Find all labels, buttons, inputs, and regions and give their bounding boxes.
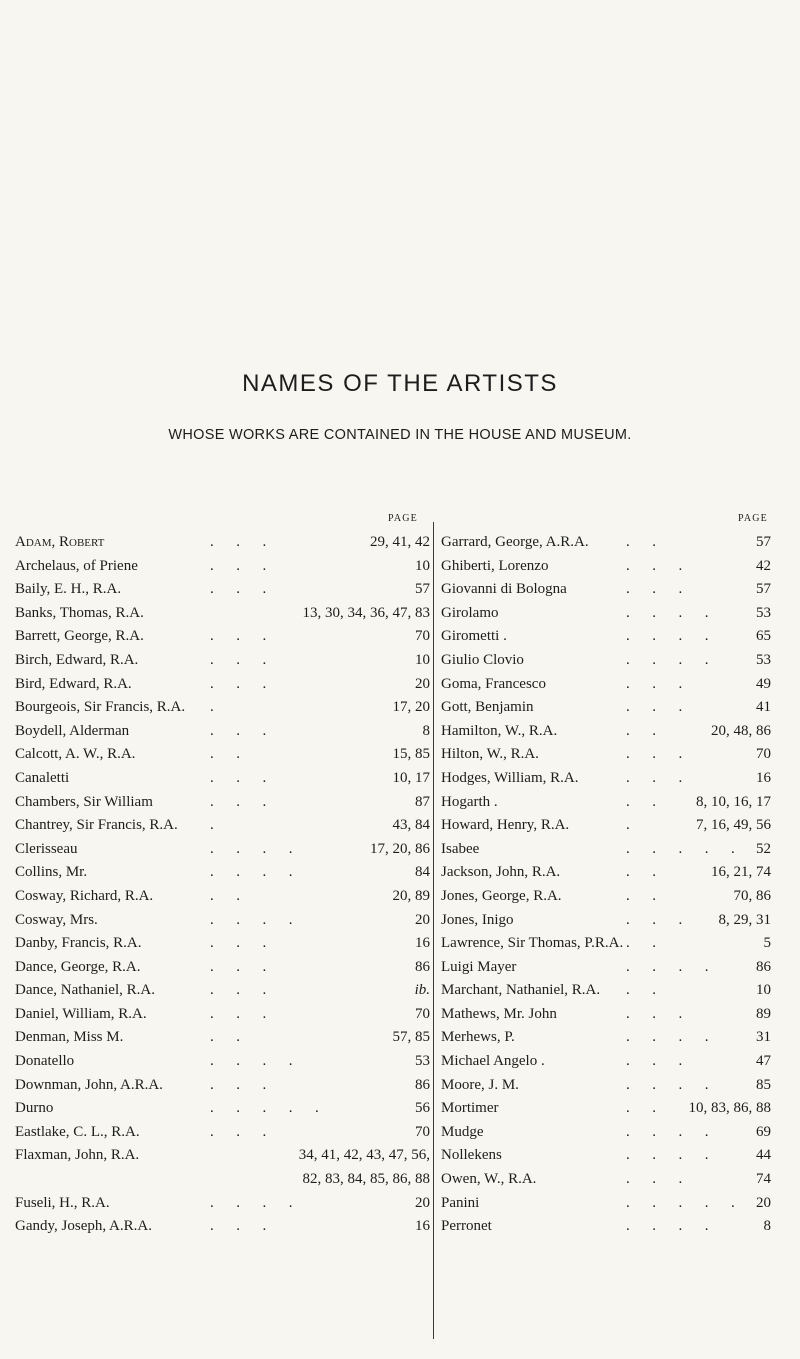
leader-dots: . . . . bbox=[210, 1194, 293, 1211]
index-entry bbox=[15, 555, 430, 579]
leader-dots: . . . . bbox=[210, 864, 293, 881]
page-numbers: 86 bbox=[415, 958, 430, 975]
leader-dots: . . . . bbox=[626, 628, 709, 645]
page-numbers: ib. bbox=[414, 982, 430, 999]
artist-name: Donatello bbox=[15, 1053, 75, 1070]
page-numbers: 74 bbox=[756, 1171, 771, 1188]
index-entry bbox=[441, 791, 771, 815]
page-numbers: 10 bbox=[415, 557, 430, 574]
leader-dots: . . . bbox=[626, 1005, 683, 1022]
artist-name: Cosway, Mrs. bbox=[15, 911, 98, 928]
page-numbers: 89 bbox=[756, 1005, 771, 1022]
index-entry bbox=[441, 979, 771, 1003]
leader-dots: . . . bbox=[210, 935, 267, 952]
index-entry bbox=[15, 1003, 430, 1027]
artist-name: Archelaus, of Priene bbox=[15, 557, 138, 574]
page-numbers: 69 bbox=[756, 1123, 771, 1140]
page-numbers: 29, 41, 42 bbox=[370, 534, 430, 550]
page-numbers: 10 bbox=[756, 982, 771, 999]
page-numbers: 8, 10, 16, 17 bbox=[696, 793, 771, 810]
artist-name: Isabee bbox=[441, 840, 480, 857]
leader-dots: . . . . bbox=[626, 1218, 709, 1235]
index-entry bbox=[441, 531, 771, 555]
page-subtitle: WHOSE WORKS ARE CONTAINED IN THE HOUSE AND MUSEUM. bbox=[168, 427, 632, 443]
index-entry bbox=[441, 767, 771, 791]
page-numbers: 82, 83, 84, 85, 86, 88 bbox=[302, 1171, 430, 1188]
artist-name: Bird, Edward, R.A. bbox=[15, 675, 132, 692]
page-numbers: 20 bbox=[415, 911, 430, 928]
page-numbers: 8 bbox=[763, 1218, 771, 1235]
index-entry bbox=[15, 1144, 430, 1168]
artist-name: Dance, Nathaniel, R.A. bbox=[15, 982, 155, 999]
leader-dots: . . . . bbox=[626, 1029, 709, 1046]
index-entry bbox=[15, 1215, 430, 1239]
leader-dots: . . bbox=[626, 887, 656, 904]
artist-name: Canaletti bbox=[15, 769, 70, 786]
artist-name: Chantrey, Sir Francis, R.A. bbox=[15, 817, 178, 834]
index-entry bbox=[15, 696, 430, 720]
artist-name: Ghiberti, Lorenzo bbox=[441, 557, 549, 574]
page-numbers: 47 bbox=[756, 1053, 771, 1070]
leader-dots: . . . bbox=[626, 675, 683, 692]
index-entry bbox=[441, 743, 771, 767]
artist-name: Jones, George, R.A. bbox=[441, 887, 562, 904]
index-entry bbox=[441, 1215, 771, 1239]
index-entry bbox=[15, 625, 430, 649]
leader-dots: . . . bbox=[210, 651, 267, 668]
left-index-column bbox=[15, 531, 430, 1239]
index-entry bbox=[15, 1050, 430, 1074]
leader-dots: . . . bbox=[210, 534, 267, 550]
artist-name: Girometti . bbox=[441, 628, 507, 645]
index-entry bbox=[15, 932, 430, 956]
index-entry bbox=[15, 743, 430, 767]
artist-name: Mathews, Mr. John bbox=[441, 1005, 557, 1022]
leader-dots: . . . bbox=[626, 769, 683, 786]
artist-name: Adam, Robert bbox=[15, 534, 105, 550]
page-numbers: 53 bbox=[756, 604, 771, 621]
index-entry bbox=[15, 1121, 430, 1145]
index-entry bbox=[441, 1050, 771, 1074]
leader-dots: . . . . . bbox=[626, 840, 735, 857]
artist-name: Downman, John, A.R.A. bbox=[15, 1076, 163, 1093]
leader-dots: . . . bbox=[626, 746, 683, 763]
page-numbers: 52 bbox=[756, 840, 771, 857]
artist-name: Barrett, George, R.A. bbox=[15, 628, 144, 645]
index-entry bbox=[15, 814, 430, 838]
leader-dots: . . . bbox=[210, 628, 267, 645]
page-numbers: 57 bbox=[415, 581, 430, 598]
leader-dots: . . bbox=[626, 1100, 656, 1117]
artist-name: Chambers, Sir William bbox=[15, 793, 153, 810]
leader-dots: . . . bbox=[210, 958, 267, 975]
page-numbers: 87 bbox=[415, 793, 430, 810]
index-entry bbox=[15, 673, 430, 697]
column-divider bbox=[433, 522, 434, 1339]
artist-name: Perronet bbox=[441, 1218, 492, 1235]
index-entry bbox=[441, 578, 771, 602]
artist-name: Jackson, John, R.A. bbox=[441, 864, 561, 881]
page-numbers: 20 bbox=[756, 1194, 771, 1211]
index-entry bbox=[15, 602, 430, 626]
artist-name: Michael Angelo . bbox=[441, 1053, 545, 1070]
page-numbers: 53 bbox=[415, 1053, 430, 1070]
index-entry bbox=[441, 1192, 771, 1216]
leader-dots: . . . . bbox=[626, 1147, 709, 1164]
page-numbers: 65 bbox=[756, 628, 771, 645]
artist-name: Merhews, P. bbox=[441, 1029, 515, 1046]
leader-dots: . . . . bbox=[210, 911, 293, 928]
artist-name: Gandy, Joseph, A.R.A. bbox=[15, 1218, 152, 1235]
leader-dots: . . bbox=[210, 887, 240, 904]
artist-name: Clerisseau bbox=[15, 840, 78, 857]
leader-dots: . . . . bbox=[210, 1053, 293, 1070]
page-numbers: 86 bbox=[415, 1076, 430, 1093]
leader-dots: . bbox=[626, 817, 630, 834]
page-numbers: 13, 30, 34, 36, 47, 83 bbox=[302, 604, 430, 621]
index-entry bbox=[15, 885, 430, 909]
index-entry bbox=[441, 814, 771, 838]
left-page-column-header: PAGE bbox=[388, 513, 418, 524]
index-entry bbox=[15, 1026, 430, 1050]
page-numbers: 41 bbox=[756, 699, 771, 716]
leader-dots: . . . bbox=[210, 581, 267, 598]
page-numbers: 8, 29, 31 bbox=[718, 911, 771, 928]
index-entry bbox=[441, 1144, 771, 1168]
index-entry bbox=[441, 1097, 771, 1121]
artist-name: Eastlake, C. L., R.A. bbox=[15, 1123, 140, 1140]
index-entry bbox=[441, 861, 771, 885]
page-numbers: 70 bbox=[415, 628, 430, 645]
page-numbers: 8 bbox=[422, 722, 430, 739]
artist-name: Denman, Miss M. bbox=[15, 1029, 124, 1046]
index-entry bbox=[15, 1097, 430, 1121]
leader-dots: . . . bbox=[210, 722, 267, 739]
page-numbers: 43, 84 bbox=[392, 817, 430, 834]
leader-dots: . . . bbox=[626, 557, 683, 574]
page-numbers: 16 bbox=[415, 1218, 430, 1235]
artist-name: Girolamo bbox=[441, 604, 499, 621]
leader-dots: . . . . bbox=[626, 604, 709, 621]
leader-dots: . . . bbox=[626, 911, 683, 928]
page-numbers: 70 bbox=[415, 1005, 430, 1022]
index-entry bbox=[441, 1121, 771, 1145]
right-page-column-header: PAGE bbox=[738, 513, 768, 524]
page-title: NAMES OF THE ARTISTS bbox=[242, 370, 558, 397]
page-numbers: 57 bbox=[756, 534, 771, 550]
page-numbers: 16, 21, 74 bbox=[711, 864, 771, 881]
artist-name: Danby, Francis, R.A. bbox=[15, 935, 142, 952]
page-numbers: 70, 86 bbox=[733, 887, 771, 904]
page-numbers: 44 bbox=[756, 1147, 771, 1164]
index-entry bbox=[441, 555, 771, 579]
artist-name: Giovanni di Bologna bbox=[441, 581, 567, 598]
index-entry bbox=[441, 1168, 771, 1192]
leader-dots: . . . bbox=[626, 1171, 683, 1188]
page-numbers: 31 bbox=[756, 1029, 771, 1046]
leader-dots: . . . bbox=[626, 1053, 683, 1070]
artist-name: Jones, Inigo bbox=[441, 911, 514, 928]
index-entry bbox=[441, 673, 771, 697]
page-numbers: 10, 17 bbox=[392, 769, 430, 786]
index-entry bbox=[441, 932, 771, 956]
artist-name: Marchant, Nathaniel, R.A. bbox=[441, 982, 601, 999]
index-entry bbox=[441, 720, 771, 744]
artist-name: Boydell, Alderman bbox=[15, 722, 130, 739]
leader-dots: . . bbox=[626, 935, 656, 952]
page-numbers: 10, 83, 86, 88 bbox=[688, 1100, 771, 1117]
page-numbers: 17, 20, 86 bbox=[370, 840, 430, 857]
artist-name: Cosway, Richard, R.A. bbox=[15, 887, 154, 904]
leader-dots: . . . bbox=[210, 1076, 267, 1093]
index-entry bbox=[441, 838, 771, 862]
index-entry bbox=[15, 1168, 430, 1192]
artist-name: Fuseli, H., R.A. bbox=[15, 1194, 110, 1211]
leader-dots: . . . bbox=[210, 1005, 267, 1022]
leader-dots: . . bbox=[626, 864, 656, 881]
artist-name: Mudge bbox=[441, 1123, 484, 1140]
page-numbers: 34, 41, 42, 43, 47, 56, bbox=[298, 1147, 430, 1164]
index-entry bbox=[441, 1003, 771, 1027]
index-entry bbox=[441, 909, 771, 933]
leader-dots: . . . bbox=[210, 793, 267, 810]
leader-dots: . . . . bbox=[210, 840, 293, 857]
leader-dots: . . . bbox=[210, 1218, 267, 1235]
artist-name: Hodges, William, R.A. bbox=[441, 769, 579, 786]
index-entry bbox=[441, 649, 771, 673]
artist-name: Howard, Henry, R.A. bbox=[441, 817, 570, 834]
index-entry bbox=[441, 956, 771, 980]
page-numbers: 70 bbox=[415, 1123, 430, 1140]
artist-name: Luigi Mayer bbox=[441, 958, 517, 975]
page-numbers: 20 bbox=[415, 1194, 430, 1211]
artist-name: Giulio Clovio bbox=[441, 651, 524, 668]
page-numbers: 20, 89 bbox=[392, 887, 430, 904]
leader-dots: . . . . . bbox=[626, 1194, 735, 1211]
leader-dots: . . . bbox=[210, 675, 267, 692]
index-entry bbox=[441, 1074, 771, 1098]
index-entry bbox=[15, 767, 430, 791]
leader-dots: . . bbox=[626, 722, 656, 739]
page-numbers: 20 bbox=[415, 675, 430, 692]
page-numbers: 5 bbox=[763, 935, 771, 952]
artist-name: Banks, Thomas, R.A. bbox=[15, 604, 144, 621]
index-entry bbox=[15, 838, 430, 862]
artist-name: Daniel, William, R.A. bbox=[15, 1005, 147, 1022]
artist-name: Mortimer bbox=[441, 1100, 499, 1117]
leader-dots: . . bbox=[210, 746, 240, 763]
leader-dots: . bbox=[210, 699, 214, 716]
page-numbers: 70 bbox=[756, 746, 771, 763]
page-numbers: 20, 48, 86 bbox=[711, 722, 771, 739]
page-numbers: 56 bbox=[415, 1100, 430, 1117]
artist-name: Garrard, George, A.R.A. bbox=[441, 534, 589, 550]
leader-dots: . . bbox=[210, 1029, 240, 1046]
artist-name: Calcott, A. W., R.A. bbox=[15, 746, 136, 763]
page-numbers: 10 bbox=[415, 651, 430, 668]
page-numbers: 85 bbox=[756, 1076, 771, 1093]
leader-dots: . . . bbox=[210, 557, 267, 574]
index-entry bbox=[441, 625, 771, 649]
page-numbers: 57 bbox=[756, 581, 771, 598]
leader-dots: . . . . bbox=[626, 1076, 709, 1093]
leader-dots: . . . . bbox=[626, 958, 709, 975]
leader-dots: . . . bbox=[210, 982, 267, 999]
index-entry bbox=[15, 649, 430, 673]
artist-name: Flaxman, John, R.A. bbox=[15, 1147, 140, 1164]
index-entry bbox=[15, 979, 430, 1003]
index-entry bbox=[15, 791, 430, 815]
leader-dots: . . . . bbox=[626, 651, 709, 668]
right-index-column bbox=[441, 531, 771, 1239]
artist-name: Dance, George, R.A. bbox=[15, 958, 141, 975]
page-numbers: 42 bbox=[756, 557, 771, 574]
index-entry bbox=[15, 861, 430, 885]
index-entry bbox=[441, 885, 771, 909]
artist-name: Baily, E. H., R.A. bbox=[15, 581, 122, 598]
index-entry bbox=[15, 578, 430, 602]
page-numbers: 53 bbox=[756, 651, 771, 668]
index-entry bbox=[441, 602, 771, 626]
artist-name: Moore, J. M. bbox=[441, 1076, 519, 1093]
artist-name: Collins, Mr. bbox=[15, 864, 88, 881]
index-entry bbox=[15, 531, 430, 555]
leader-dots: . bbox=[210, 817, 214, 834]
artist-name: Lawrence, Sir Thomas, P.R.A. bbox=[441, 935, 624, 952]
leader-dots: . . . . . bbox=[210, 1100, 319, 1117]
leader-dots: . . . bbox=[626, 699, 683, 716]
page-numbers: 86 bbox=[756, 958, 771, 975]
page-numbers: 84 bbox=[415, 864, 430, 881]
page-numbers: 16 bbox=[415, 935, 430, 952]
leader-dots: . . . bbox=[210, 769, 267, 786]
page-numbers: 15, 85 bbox=[392, 746, 430, 763]
page-numbers: 57, 85 bbox=[392, 1029, 430, 1046]
index-entry bbox=[15, 909, 430, 933]
artist-name: Bourgeois, Sir Francis, R.A. bbox=[15, 699, 186, 716]
artist-name: Gott, Benjamin bbox=[441, 699, 534, 716]
artist-name: Birch, Edward, R.A. bbox=[15, 651, 139, 668]
artist-name: Hamilton, W., R.A. bbox=[441, 722, 558, 739]
index-entry bbox=[441, 696, 771, 720]
index-entry bbox=[15, 720, 430, 744]
leader-dots: . . bbox=[626, 534, 656, 550]
leader-dots: . . . bbox=[626, 581, 683, 598]
page-numbers: 17, 20 bbox=[392, 699, 430, 716]
leader-dots: . . . . bbox=[626, 1123, 709, 1140]
page-numbers: 49 bbox=[756, 675, 771, 692]
artist-name: Hogarth . bbox=[441, 793, 498, 810]
leader-dots: . . . bbox=[210, 1123, 267, 1140]
index-entry bbox=[15, 956, 430, 980]
leader-dots: . . bbox=[626, 793, 656, 810]
page-numbers: 16 bbox=[756, 769, 771, 786]
index-entry bbox=[441, 1026, 771, 1050]
index-entry bbox=[15, 1074, 430, 1098]
artist-name: Nollekens bbox=[441, 1147, 502, 1164]
artist-name: Owen, W., R.A. bbox=[441, 1171, 537, 1188]
leader-dots: . . bbox=[626, 982, 656, 999]
page-numbers: 7, 16, 49, 56 bbox=[696, 817, 771, 834]
artist-name: Hilton, W., R.A. bbox=[441, 746, 539, 763]
artist-name: Durno bbox=[15, 1100, 54, 1117]
artist-name: Panini bbox=[441, 1194, 480, 1211]
index-entry bbox=[15, 1192, 430, 1216]
artist-name: Goma, Francesco bbox=[441, 675, 546, 692]
